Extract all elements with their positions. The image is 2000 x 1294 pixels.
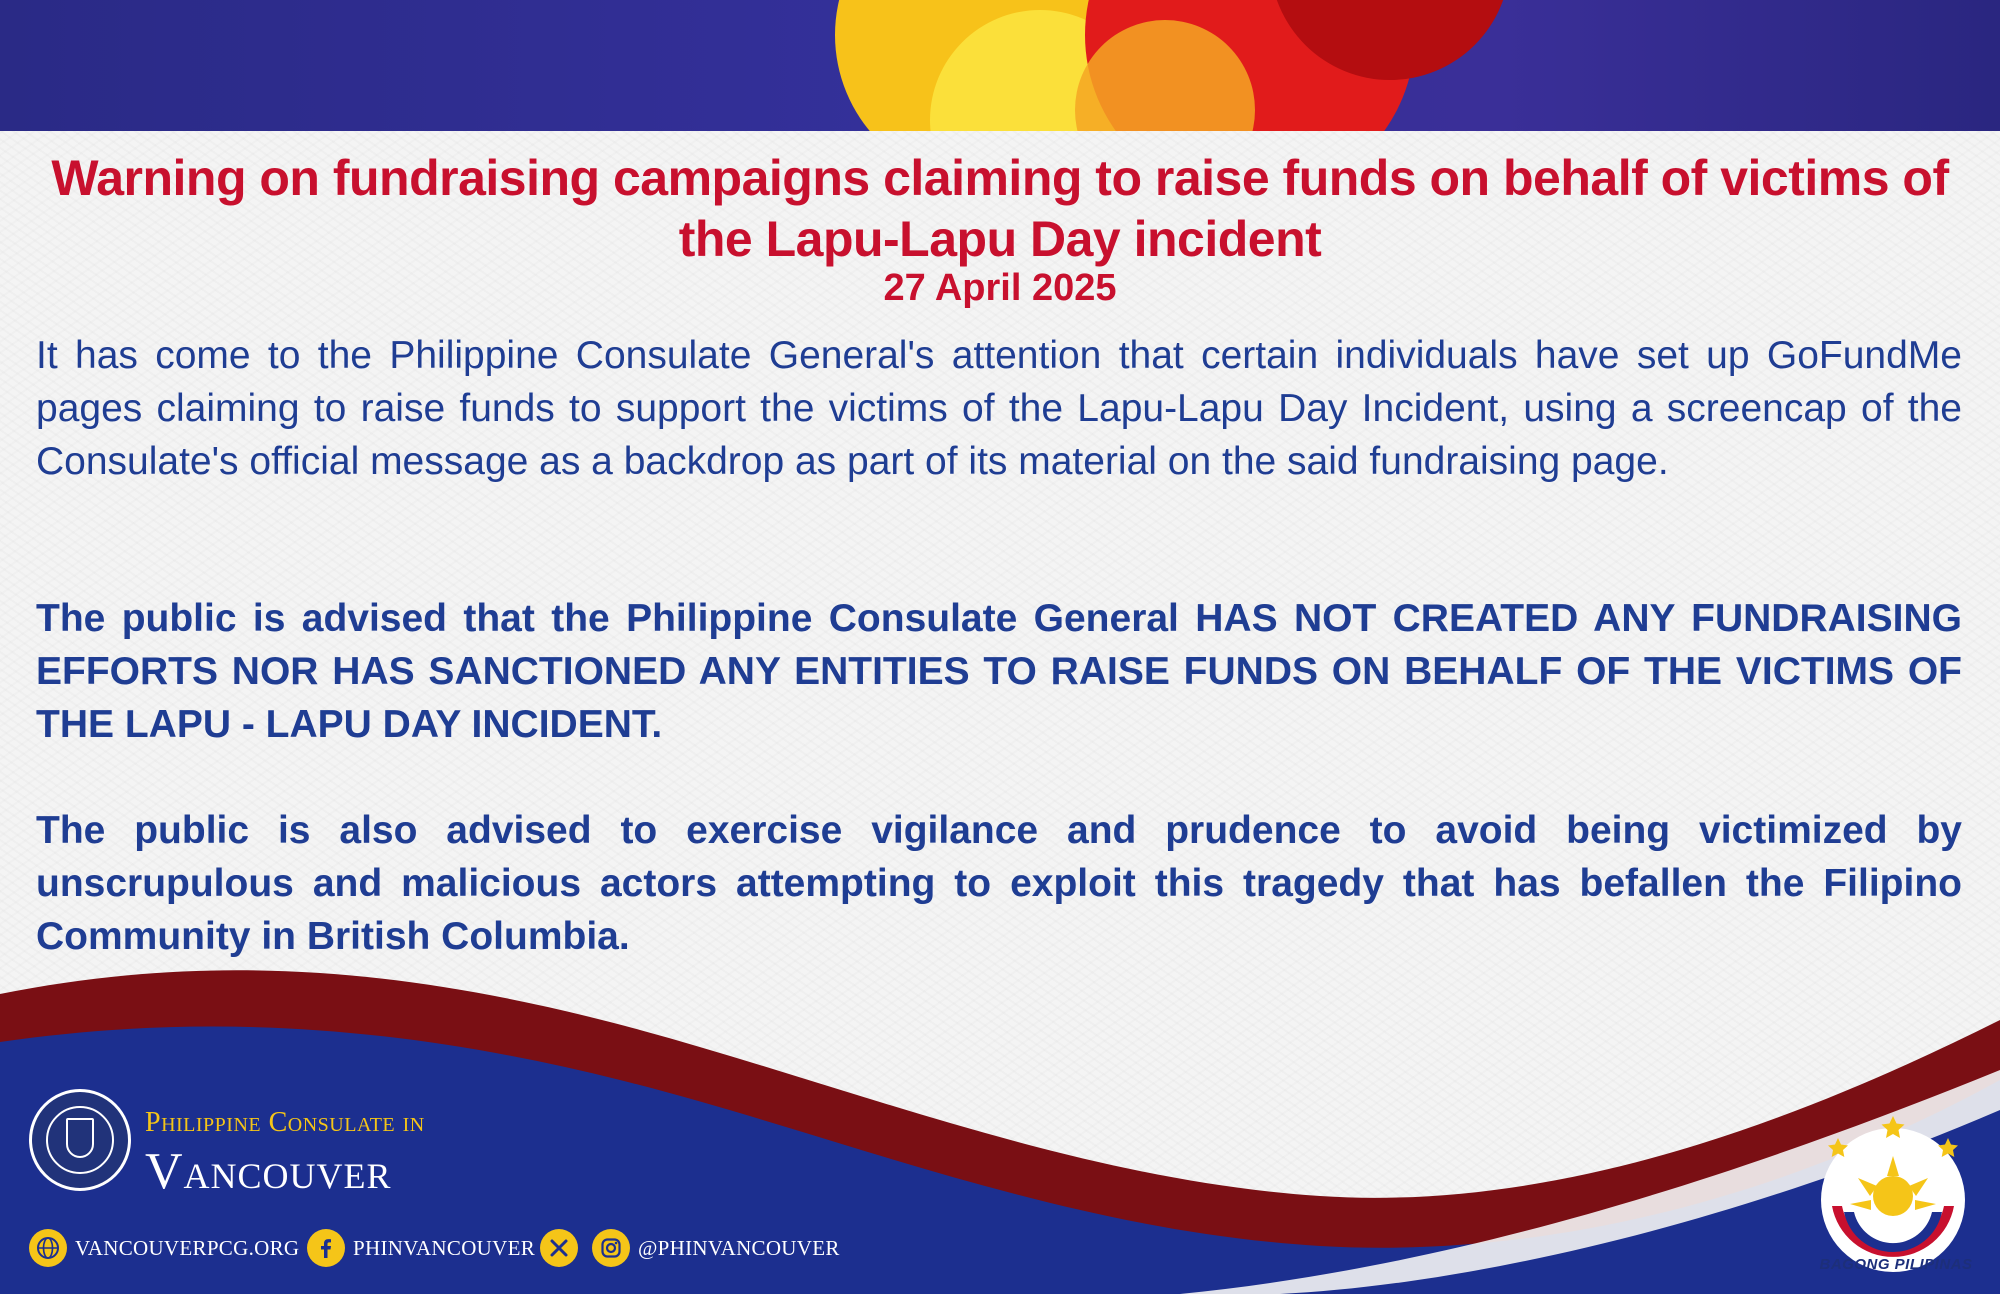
paragraph-advisory: The public is advised that the Philippine Consulate General HAS NOT CREATED ANY FUNDRAISING EFFORTS NOR HAS SANCTIONED ANY ENTITIES TO RAISE FUNDS ON BEHALF OF THE VICTIMS OF THE LAPU - LAPU DAY INCIDENT. [36, 597, 1962, 746]
facebook-label: PHINVANCOUVER [353, 1235, 536, 1260]
seal-shield-icon [66, 1118, 94, 1158]
website-label: VANCOUVERPCG.ORG [75, 1235, 300, 1260]
notice-title: Warning on fundraising campaigns claiming to raise funds on behalf of victims of the Lapu-Lapu Day incident [51, 150, 1949, 267]
top-banner [0, 0, 2000, 131]
consulate-name-small: Philippine Consulate in [145, 1107, 425, 1138]
consulate-seal [29, 1089, 131, 1191]
paragraph-vigilance: The public is also advised to exercise vigilance and prudence to avoid being victimized by unscrupulous and malicious actors attempting to exploit this tragedy that has befallen the Filipino Community in British Columbia. [36, 809, 1962, 958]
paragraph-attention: It has come to the Philippine Consulate General's attention that certain individuals have set up GoFundMe pages claiming to raise funds to support the victims of the Lapu-Lapu Day Incident, using a screencap of the Consulate's official message as a backdrop as part of its material on the said fundraising page. [36, 334, 1962, 483]
facebook-icon [307, 1229, 345, 1267]
website-link[interactable] [29, 1228, 299, 1268]
consulate-city: Vancouver [145, 1143, 392, 1200]
bagong-pilipinas-label: BAGONG PILIPINAS [1819, 1256, 1973, 1273]
bagong-pilipinas-logo [1808, 1108, 1978, 1278]
instagram-link[interactable] [592, 1228, 840, 1268]
notice-date: 27 April 2025 [883, 267, 1117, 309]
facebook-link[interactable] [307, 1228, 535, 1268]
globe-icon [29, 1229, 67, 1267]
instagram-icon [592, 1229, 630, 1267]
instagram-label: @PHINVANCOUVER [638, 1235, 840, 1260]
x-icon [540, 1229, 578, 1267]
x-link[interactable] [540, 1228, 578, 1268]
